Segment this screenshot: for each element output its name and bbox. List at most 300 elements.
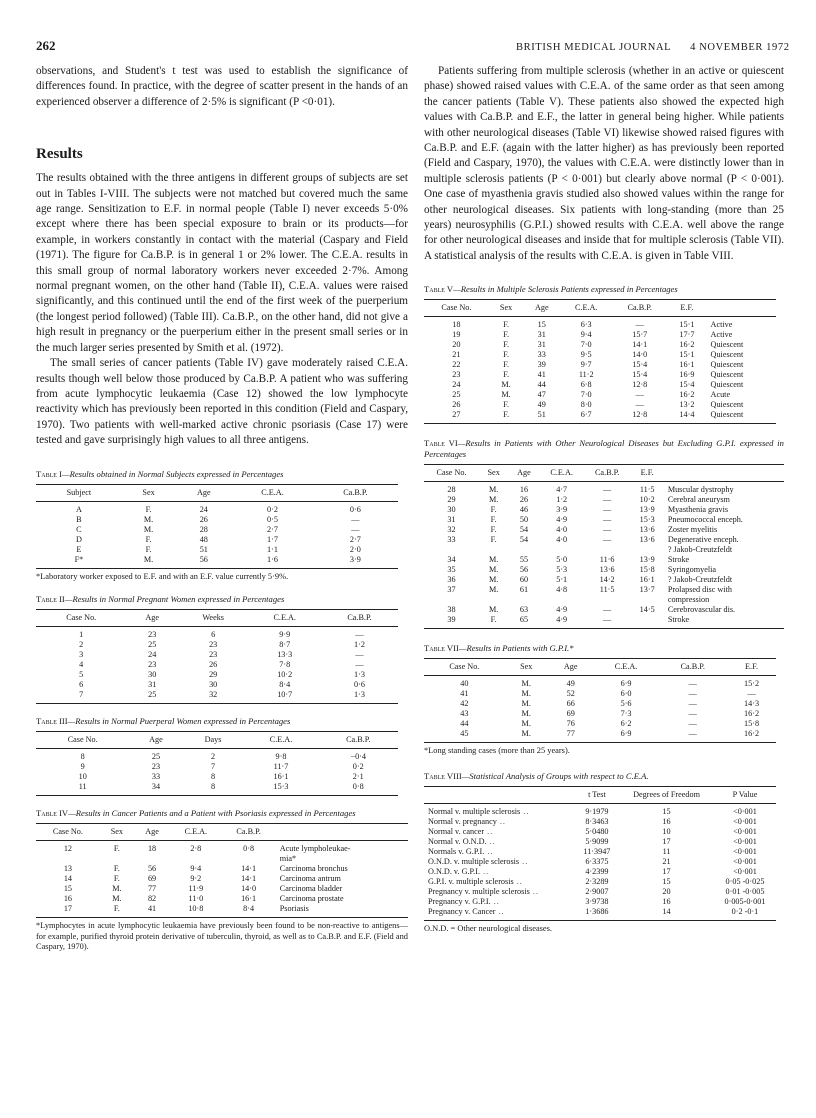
table-cell bbox=[170, 854, 221, 864]
table-cell: 5·1 bbox=[556, 575, 568, 585]
column-header: Weeks bbox=[178, 610, 248, 627]
table-row bbox=[424, 615, 784, 629]
table-cell: 9 bbox=[80, 762, 85, 772]
table-header-row bbox=[424, 300, 776, 317]
table-cell: 60 bbox=[519, 575, 529, 585]
table-cell: — bbox=[355, 650, 364, 660]
table-cell: 5·6 bbox=[620, 699, 632, 709]
right-column bbox=[424, 64, 784, 934]
table-4-label: Table IV bbox=[36, 808, 69, 819]
issue-date: 4 NOVEMBER 1972 bbox=[690, 42, 790, 53]
table-cell: M. bbox=[488, 605, 499, 615]
table-cell: ? Jakob-Creutzfeldt bbox=[667, 545, 733, 555]
table-cell: 9·4 bbox=[580, 330, 592, 340]
table-row bbox=[424, 877, 776, 887]
table-cell: 10·7 bbox=[248, 690, 321, 704]
column-header: Sex bbox=[122, 484, 175, 501]
leader-dots: .. bbox=[529, 886, 539, 896]
table-cell: 39 bbox=[537, 360, 546, 370]
table-cell: 9·2 bbox=[190, 874, 202, 884]
table-5 bbox=[424, 299, 776, 424]
table-cell: Quiescent bbox=[707, 410, 776, 424]
table-cell: 11 bbox=[36, 782, 129, 796]
table-cell: 12·8 bbox=[612, 410, 667, 424]
table-cell: 20 bbox=[662, 886, 671, 896]
table-cell: 54 bbox=[519, 535, 529, 545]
table-cell: 15·2 bbox=[744, 679, 760, 689]
table-cell: G.P.I. v. multiple sclerosis .. bbox=[428, 876, 523, 886]
column-header: Sex bbox=[479, 465, 508, 482]
table-row bbox=[424, 400, 776, 410]
table-cell: 6 bbox=[79, 680, 84, 690]
table-cell: O.N.D. v. G.P.I. .. bbox=[428, 866, 490, 876]
table-cell: 15 bbox=[662, 806, 671, 816]
table-cell: 28 bbox=[447, 485, 456, 495]
table-cell: 26 bbox=[452, 400, 461, 410]
table-cell: F. bbox=[113, 844, 120, 854]
table-cell: 17·7 bbox=[679, 330, 695, 340]
table-cell: <0·001 bbox=[733, 836, 757, 846]
column-header: Age bbox=[126, 610, 177, 627]
table-cell: 15·7 bbox=[632, 330, 648, 340]
table-cell: B bbox=[76, 514, 82, 524]
table-cell: 16·2 bbox=[744, 709, 760, 719]
table-cell: — bbox=[688, 689, 697, 699]
table-cell: 4·2399 bbox=[585, 866, 609, 876]
paragraph-results-1: The results obtained with the three antigens in different groups of subjects are set out in Tables I-VIII. The subjects were not matched but covered much the same age range. Sensitization to E.F. in normal people (Table I) never exceeds 5·0% except where there has been special exposure to brain or its products—for example, in workers constantly in contact with the material (Caspary and Field (1971). The figure for Ca.B.P. is in general 1 or 2% lower. The C.E.A. results in this small group of normal laboratory workers never exceeded 2·7%. Among normal pregnant women, on the other hand (Table II), C.E.A. values were raised significantly, and this continued until the end of the first week of the puerperium (the longest period followed) (Table III). Ca.B.P., on the other hand, did not give a high result in pregnancy or the puerperium either in the present small series or in the much larger series presented by Smith et al. (1972). bbox=[36, 172, 408, 354]
column-header: E.F. bbox=[667, 300, 706, 317]
table-cell: — bbox=[603, 505, 612, 515]
table-cell: 32 bbox=[447, 525, 456, 535]
table-cell: 20 bbox=[452, 340, 461, 350]
table-row bbox=[424, 676, 776, 690]
table-3-caption bbox=[36, 716, 408, 727]
table-cell bbox=[479, 545, 508, 555]
table-cell: 41 bbox=[537, 370, 546, 380]
table-cell: 8·4 bbox=[221, 904, 275, 918]
column-header: Age bbox=[175, 484, 232, 501]
table-cell: Pregnancy v. multiple sclerosis .. bbox=[428, 886, 539, 896]
leader-dots: .. bbox=[490, 896, 500, 906]
table-2-label: Table II bbox=[36, 594, 65, 605]
table-cell: 31 bbox=[447, 515, 456, 525]
table-cell: 9·1979 bbox=[585, 806, 609, 816]
table-cell: 16 bbox=[662, 816, 671, 826]
table-row bbox=[424, 317, 776, 331]
table-cell: M. bbox=[501, 380, 511, 390]
table-cell: — bbox=[635, 320, 644, 330]
table-cell: 1·3686 bbox=[575, 907, 619, 921]
table-cell: 1·2 bbox=[354, 640, 365, 650]
leader-dots: .. bbox=[484, 846, 494, 856]
table-row bbox=[424, 575, 784, 585]
table-cell: F. bbox=[145, 544, 152, 554]
table-cell: — bbox=[603, 515, 612, 525]
table-cell: 15·3 bbox=[244, 782, 319, 796]
table-row bbox=[36, 650, 398, 660]
table-header-row bbox=[424, 659, 776, 676]
table-cell: 6·7 bbox=[560, 410, 612, 424]
table-7-footnote: *Long standing cases (more than 25 years). bbox=[424, 746, 570, 756]
table-cell: Quiescent bbox=[710, 340, 744, 350]
table-cell: 7 bbox=[36, 690, 126, 704]
table-cell: — bbox=[355, 630, 364, 640]
table-cell: 44 bbox=[537, 380, 546, 390]
table-cell: 11·6 bbox=[599, 555, 615, 565]
table-cell: 11·0 bbox=[188, 894, 204, 904]
table-cell: Stroke bbox=[664, 615, 784, 629]
table-cell: 14·0 bbox=[632, 350, 648, 360]
leader-dots: .. bbox=[495, 906, 505, 916]
column-header: E.F. bbox=[727, 659, 776, 676]
table-cell: 9·8 bbox=[275, 752, 287, 762]
table-cell: 56 bbox=[147, 864, 157, 874]
table-cell: F. bbox=[503, 370, 510, 380]
table-cell: <0·001 bbox=[733, 846, 757, 856]
table-cell: M. bbox=[122, 555, 175, 569]
table-1-caption bbox=[36, 469, 408, 480]
table-cell: 34 bbox=[129, 782, 182, 796]
table-cell: Active bbox=[710, 320, 733, 330]
page-number: 262 bbox=[36, 38, 56, 53]
table-cell: 18 bbox=[147, 844, 157, 854]
column-header: Sex bbox=[100, 824, 134, 841]
table-cell: 22 bbox=[452, 360, 461, 370]
table-6-label: Table VI bbox=[424, 438, 458, 449]
column-header: Age bbox=[548, 659, 594, 676]
table-cell: 3·9 bbox=[556, 505, 568, 515]
table-row bbox=[36, 690, 398, 704]
column-header: Sex bbox=[489, 300, 524, 317]
table-row bbox=[36, 627, 398, 641]
table-row bbox=[424, 410, 776, 424]
table-cell: 13·2 bbox=[679, 400, 695, 410]
column-header bbox=[664, 465, 784, 482]
column-header: Degrees of Freedom bbox=[619, 786, 714, 803]
table-cell: 11·2 bbox=[578, 370, 594, 380]
table-cell: 42 bbox=[460, 699, 469, 709]
column-header: Ca.B.P. bbox=[319, 732, 399, 749]
table-cell: — bbox=[603, 485, 612, 495]
column-header: C.E.A. bbox=[232, 484, 312, 501]
column-header: Case No. bbox=[36, 824, 100, 841]
table-row bbox=[424, 827, 776, 837]
table-cell: 13·6 bbox=[639, 535, 655, 545]
table-cell: F. bbox=[503, 320, 510, 330]
table-cell: 6·3 bbox=[580, 320, 592, 330]
column-header: Case No. bbox=[36, 732, 129, 749]
table-cell: F. bbox=[490, 505, 497, 515]
table-cell: 1·7 bbox=[267, 534, 278, 544]
table-row bbox=[424, 719, 776, 729]
table-cell: 4·0 bbox=[556, 525, 568, 535]
table-cell: 0·05 -0·025 bbox=[725, 876, 765, 886]
table-row bbox=[424, 370, 776, 380]
column-header: E.F. bbox=[631, 465, 664, 482]
column-header: C.E.A. bbox=[248, 610, 321, 627]
table-cell: — bbox=[603, 535, 612, 545]
table-cell: — bbox=[688, 709, 697, 719]
paragraph-results-2: The small series of cancer patients (Table IV) gave moderately raised C.E.A. results though well below those produced by Ca.B.P. A patient who was suffering from acute lymphocytic leukaemia (Case 12) showed the low lymphocyte reactivity which has previously been reported in this condition (Field and Caspary, 1970). Two patients with well-marked active chronic psoriasis (Case 17) were tested and gave surprisingly high values to all three antigens. bbox=[36, 357, 408, 447]
table-row bbox=[36, 680, 398, 690]
table-cell: 17 bbox=[662, 836, 671, 846]
table-cell: 31 bbox=[148, 680, 157, 690]
table-cell: −0·4 bbox=[350, 752, 367, 762]
table-row bbox=[36, 501, 398, 515]
table-row bbox=[424, 709, 776, 719]
table-row bbox=[424, 515, 784, 525]
table-cell: 6·9 bbox=[594, 729, 659, 743]
table-cell: 6·8 bbox=[580, 380, 592, 390]
table-cell: Quiescent bbox=[710, 400, 744, 410]
table-8-footnote: O.N.D. = Other neurological diseases. bbox=[424, 923, 552, 933]
column-header: P Value bbox=[714, 786, 776, 803]
column-header: Ca.B.P. bbox=[658, 659, 727, 676]
table-cell: 12 bbox=[63, 844, 72, 854]
table-cell: 16·9 bbox=[679, 370, 695, 380]
table-cell: M. bbox=[488, 575, 499, 585]
table-cell: 13 bbox=[63, 864, 72, 874]
table-cell: M. bbox=[488, 485, 499, 495]
table-4-footnote: *Lymphocytes in acute lymphocytic leukaemia have previously been found to be non-reactive to antigens—for example, purified thyroid protein derivative of tuberculin, thyroid, as well as to Ca.B.P. and E.F. (Field and Caspary, 1970). bbox=[36, 921, 408, 952]
table-cell: 4·7 bbox=[556, 485, 568, 495]
table-cell: F. bbox=[503, 350, 510, 360]
table-cell: 1·6 bbox=[232, 555, 312, 569]
table-row bbox=[36, 874, 408, 884]
table-cell: Psoriasis bbox=[276, 904, 408, 918]
column-header: C.E.A. bbox=[244, 732, 319, 749]
table-cell: 1·3 bbox=[354, 670, 365, 680]
column-header: Ca.B.P. bbox=[221, 824, 275, 841]
table-cell: F. bbox=[100, 904, 134, 918]
table-cell: Normal v. pregnancy .. bbox=[428, 816, 506, 826]
column-header: Age bbox=[129, 732, 182, 749]
table-cell bbox=[36, 854, 100, 864]
table-cell: 24 bbox=[452, 380, 461, 390]
table-cell: 2·9007 bbox=[585, 886, 609, 896]
table-cell bbox=[424, 595, 479, 605]
table-cell: 8·3463 bbox=[585, 816, 609, 826]
table-cell: 26 bbox=[199, 514, 208, 524]
column-header: Age bbox=[523, 300, 560, 317]
table-cell: — bbox=[688, 719, 697, 729]
table-5-caption bbox=[424, 284, 784, 295]
table-cell: 14·5 bbox=[639, 605, 655, 615]
table-cell: M. bbox=[143, 514, 154, 524]
table-cell: F. bbox=[490, 535, 497, 545]
table-cell: 12·8 bbox=[632, 380, 648, 390]
table-2-caption bbox=[36, 594, 408, 605]
table-cell: 56 bbox=[519, 565, 529, 575]
table-cell: 0·8 bbox=[319, 782, 399, 796]
table-cell: 10·2 bbox=[639, 495, 655, 505]
table-cell: 5·3 bbox=[556, 565, 568, 575]
table-cell: 14·1 bbox=[241, 864, 257, 874]
table-6 bbox=[424, 464, 784, 629]
table-cell: 14 bbox=[619, 907, 714, 921]
table-row bbox=[424, 867, 776, 877]
column-header: Sex bbox=[505, 659, 548, 676]
table-row bbox=[36, 904, 408, 918]
table-row bbox=[424, 857, 776, 867]
table-row bbox=[424, 482, 784, 496]
table-cell: 23 bbox=[452, 370, 461, 380]
table-cell: 8 bbox=[210, 772, 216, 782]
table-cell: — bbox=[658, 729, 727, 743]
table-cell bbox=[508, 545, 539, 555]
left-column bbox=[36, 64, 408, 953]
table-header-row bbox=[424, 786, 776, 803]
table-row bbox=[424, 585, 784, 595]
leader-dots: .. bbox=[480, 866, 490, 876]
leader-dots: .. bbox=[520, 806, 530, 816]
table-cell: 13·9 bbox=[639, 505, 655, 515]
table-cell: Quiescent bbox=[710, 380, 744, 390]
table-cell: F. bbox=[503, 400, 510, 410]
table-cell: 25 bbox=[126, 690, 177, 704]
table-cell: 9·5 bbox=[580, 350, 592, 360]
table-row bbox=[424, 565, 784, 575]
table-row bbox=[36, 894, 408, 904]
table-cell: 56 bbox=[175, 555, 232, 569]
table-1-title: —Results obtained in Normal Subjects expressed in Percentages bbox=[61, 468, 284, 479]
table-cell: — bbox=[635, 400, 644, 410]
table-cell: 46 bbox=[519, 505, 529, 515]
running-header bbox=[516, 42, 790, 53]
table-1-label: Table I bbox=[36, 468, 62, 479]
table-cell: 27 bbox=[424, 410, 489, 424]
table-row bbox=[36, 555, 398, 569]
table-cell: 36 bbox=[447, 575, 456, 585]
column-header: Subject bbox=[36, 484, 122, 501]
table-row bbox=[424, 330, 776, 340]
table-cell: 5·0 bbox=[556, 555, 568, 565]
table-cell: 6·3375 bbox=[585, 856, 609, 866]
leader-dots: .. bbox=[486, 836, 496, 846]
table-cell: 16 bbox=[519, 485, 529, 495]
table-cell bbox=[540, 545, 584, 555]
table-7 bbox=[424, 658, 776, 743]
table-cell: Acute lympholeukae- bbox=[279, 844, 351, 854]
table-cell: 51 bbox=[523, 410, 560, 424]
table-row bbox=[36, 640, 398, 650]
table-cell: F. bbox=[503, 330, 510, 340]
table-cell: A bbox=[75, 504, 82, 514]
table-cell: 15·4 bbox=[632, 360, 648, 370]
table-cell: 7·0 bbox=[580, 340, 592, 350]
table-row bbox=[36, 535, 398, 545]
table-row bbox=[424, 887, 776, 897]
table-header-row bbox=[36, 484, 398, 501]
table-cell: 8·4 bbox=[279, 680, 291, 690]
table-row bbox=[424, 495, 784, 505]
leader-dots: .. bbox=[484, 826, 494, 836]
table-cell: 14 bbox=[63, 874, 72, 884]
table-cell: Quiescent bbox=[710, 350, 744, 360]
table-cell: 4·8 bbox=[556, 585, 568, 595]
table-cell: 8·7 bbox=[279, 640, 291, 650]
table-cell: 6·9 bbox=[620, 679, 632, 689]
table-6-title: —Results in Patients with Other Neurological Diseases but Excluding G.P.I. expressed in Percentages bbox=[424, 438, 784, 460]
table-cell: 13·6 bbox=[639, 525, 655, 535]
leader-dots: .. bbox=[519, 856, 529, 866]
table-cell: O.N.D. v. multiple sclerosis .. bbox=[428, 856, 529, 866]
table-cell: E bbox=[76, 544, 82, 554]
table-cell: 63 bbox=[519, 605, 529, 615]
table-cell: F. bbox=[490, 515, 497, 525]
table-cell: 48 bbox=[199, 534, 208, 544]
table-cell: 0·6 bbox=[354, 680, 365, 690]
table-7-label: Table VII bbox=[424, 643, 459, 654]
table-cell: 32 bbox=[178, 690, 248, 704]
table-cell: 37 bbox=[447, 585, 456, 595]
table-cell: 33 bbox=[537, 350, 546, 360]
table-cell: F. bbox=[479, 615, 508, 629]
table-cell: Muscular dystrophy bbox=[667, 485, 734, 495]
table-cell: Degenerative enceph. bbox=[667, 535, 739, 545]
table-cell: F. bbox=[490, 525, 497, 535]
table-cell: 0·6 bbox=[349, 504, 361, 514]
table-cell: Normal v. multiple sclerosis .. bbox=[428, 806, 530, 816]
table-4-title: —Results in Cancer Patients and a Patient with Psoriasis expressed in Percentages bbox=[68, 808, 356, 819]
table-cell bbox=[631, 615, 664, 629]
table-cell: 76 bbox=[566, 719, 575, 729]
journal-name: BRITISH MEDICAL JOURNAL bbox=[516, 42, 671, 53]
table-cell: M. bbox=[488, 585, 499, 595]
table-cell: 51 bbox=[199, 544, 208, 554]
table-cell bbox=[584, 595, 631, 605]
table-cell: 33 bbox=[151, 772, 161, 782]
table-cell: 25 bbox=[148, 640, 157, 650]
table-cell: 31 bbox=[537, 340, 546, 350]
table-cell: M. bbox=[521, 709, 531, 719]
table-cell: 21 bbox=[452, 350, 461, 360]
table-cell: 6 bbox=[211, 630, 216, 640]
table-cell: Quiescent bbox=[710, 360, 744, 370]
table-cell: 25 bbox=[452, 390, 461, 400]
table-cell: M. bbox=[488, 565, 499, 575]
table-row bbox=[36, 670, 398, 680]
table-cell: — bbox=[603, 525, 612, 535]
table-row bbox=[424, 595, 784, 605]
table-cell: Prolapsed disc with bbox=[667, 585, 732, 595]
table-cell: 29 bbox=[447, 495, 456, 505]
table-cell: 6·2 bbox=[620, 719, 632, 729]
table-cell: 18 bbox=[452, 320, 461, 330]
table-6-caption bbox=[424, 438, 784, 460]
table-row bbox=[424, 350, 776, 360]
table-cell: 11·5 bbox=[639, 485, 655, 495]
table-cell: M. bbox=[488, 555, 499, 565]
table-cell: 38 bbox=[447, 605, 456, 615]
table-cell: 30 bbox=[148, 670, 157, 680]
table-row bbox=[36, 749, 398, 763]
table-8-label: Table VIII bbox=[424, 770, 462, 781]
column-header: Days bbox=[183, 732, 244, 749]
table-cell: 5 bbox=[79, 670, 84, 680]
table-row bbox=[36, 762, 398, 772]
table-cell: M. bbox=[521, 689, 531, 699]
table-cell: 24 bbox=[199, 504, 208, 514]
table-cell: 0·01 -0·005 bbox=[725, 886, 765, 896]
column-header bbox=[424, 786, 575, 803]
table-row bbox=[424, 803, 776, 817]
column-header bbox=[276, 824, 408, 841]
table-cell: 82 bbox=[147, 894, 157, 904]
column-header bbox=[707, 300, 776, 317]
column-header: Ca.B.P. bbox=[584, 465, 631, 482]
table-cell: 0·005-0·001 bbox=[724, 896, 766, 906]
